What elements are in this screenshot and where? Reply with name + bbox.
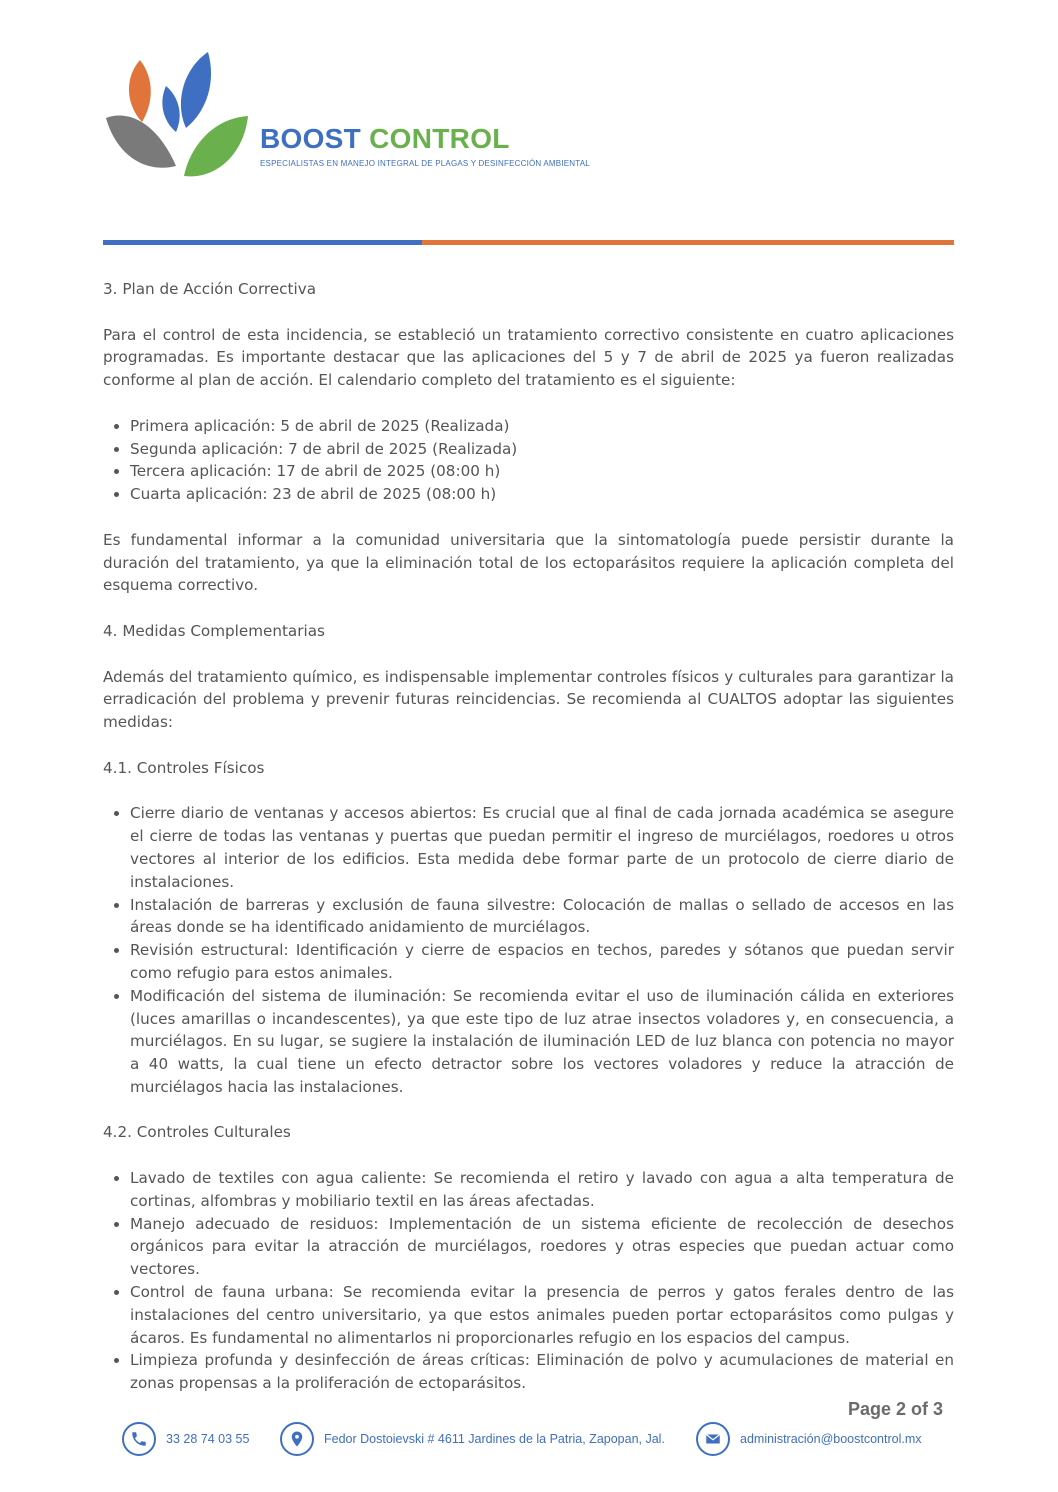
section-3-paragraph-2: Es fundamental informar a la comunidad universitaria que la sintomatología puede persistir durante la duración del tratamiento, ya que la eliminación total de los ectoparásitos requiere la aplicación completa del esquema correctivo.	[103, 530, 954, 595]
physical-controls-list	[103, 802, 954, 1098]
list-item: • Cuarta aplicación: 23 de abril de 2025 (08:00 h)	[130, 483, 954, 506]
list-item: • Lavado de textiles con agua caliente: Se recomienda el retiro y lavado con agua a alta temperatura de cortinas, alfombras y mobiliario textil en las áreas afectadas.	[130, 1167, 954, 1213]
section-3-paragraph-1: Para el control de esta incidencia, se estableció un tratamiento correctivo consistente en cuatro aplicaciones programadas. Es importante destacar que las aplicaciones del 5 y 7 de abril de 2025 ya fueron realizadas conforme al plan de acción. El calendario completo del tratamiento es el siguiente:	[103, 325, 954, 390]
header-rule-orange	[422, 240, 954, 245]
phone-icon	[122, 1422, 156, 1456]
list-item: • Cierre diario de ventanas y accesos abiertos: Es crucial que al final de cada jornada académica se asegure el cierre de todas las ventanas y puertas que puedan permitir el ingreso de murciélagos, roedores u otros vectores al interior de los edificios. Esta medida debe formar parte de un protocolo de cierre diario de instalaciones.	[130, 802, 954, 893]
brand-tagline: ESPECIALISTAS EN MANEJO INTEGRAL DE PLAGAS Y DESINFECCIÓN AMBIENTAL	[260, 159, 590, 168]
section-4-2-title: 4.2. Controles Culturales	[103, 1123, 291, 1142]
list-item: • Tercera aplicación: 17 de abril de 2025 (08:00 h)	[130, 460, 954, 483]
list-item: • Control de fauna urbana: Se recomienda evitar la presencia de perros y gatos ferales dentro de las instalaciones del centro universitario, ya que estos animales pueden portar ectoparásitos como pulgas y ácaros. Es fundamental no alimentarlos ni proporcionarles refugio en los espacios del campus.	[130, 1281, 954, 1349]
address-text: Fedor Dostoievski # 4611 Jardines de la Patria, Zapopan, Jal.	[324, 1432, 665, 1446]
list-item: • Segunda aplicación: 7 de abril de 2025 (Realizada)	[130, 438, 954, 461]
document-body	[103, 278, 954, 1418]
footer-address	[280, 1422, 665, 1456]
list-item: • Limpieza profunda y desinfección de áreas críticas: Eliminación de polvo y acumulaciones de material en zonas propensas a la proliferación de ectoparásitos.	[130, 1349, 954, 1395]
location-pin-icon	[280, 1422, 314, 1456]
list-item: • Modificación del sistema de iluminación: Se recomienda evitar el uso de iluminación cálida en exteriores (luces amarillas o incandescentes), ya que este tipo de luz atrae insectos voladores y, en consecuencia, a murciélagos. En su lugar, se sugiere la instalación de iluminación LED de luz blanca con potencia no mayor a 40 watts, la cual tiene un efecto detractor sobre los vectores voladores y reduce la atracción de murciélagos hacia las instalaciones.	[130, 985, 954, 1099]
header-rule-blue	[103, 240, 422, 245]
list-item: • Manejo adecuado de residuos: Implementación de un sistema eficiente de recolección de desechos orgánicos para evitar la atracción de murciélagos, roedores y otras especies que puedan actuar como vectores.	[130, 1213, 954, 1281]
page-number: Page 2 of 3	[847, 1399, 943, 1419]
list-item: • Revisión estructural: Identificación y cierre de espacios en techos, paredes y sótanos que puedan servir como refugio para estos animales.	[130, 939, 954, 985]
list-item: • Instalación de barreras y exclusión de fauna silvestre: Colocación de mallas o sellado de accesos en las áreas donde se ha identificado anidamiento de murciélagos.	[130, 894, 954, 940]
mail-icon	[696, 1422, 730, 1456]
email-link[interactable]: administración@boostcontrol.mx	[740, 1432, 922, 1446]
section-4-paragraph-1: Además del tratamiento químico, es indispensable implementar controles físicos y culturales para garantizar la erradicación del problema y prevenir futuras reincidencias. Se recomienda al CUALTOS adoptar las siguientes medidas:	[103, 667, 954, 732]
footer-email	[696, 1422, 922, 1456]
section-3-title: 3. Plan de Acción Correctiva	[103, 280, 317, 298]
footer-phone	[122, 1422, 249, 1456]
brand-name: BOOST CONTROL	[260, 123, 510, 154]
treatment-schedule-list	[103, 415, 954, 506]
list-item: • Primera aplicación: 5 de abril de 2025 (Realizada)	[130, 415, 954, 438]
section-4-title: 4. Medidas Complementarias	[103, 621, 325, 640]
cultural-controls-list	[103, 1167, 954, 1395]
section-4-1-title: 4.1. Controles Físicos	[103, 758, 265, 777]
phone-number: 33 28 74 03 55	[166, 1432, 250, 1446]
boost-control-logo	[104, 50, 254, 185]
